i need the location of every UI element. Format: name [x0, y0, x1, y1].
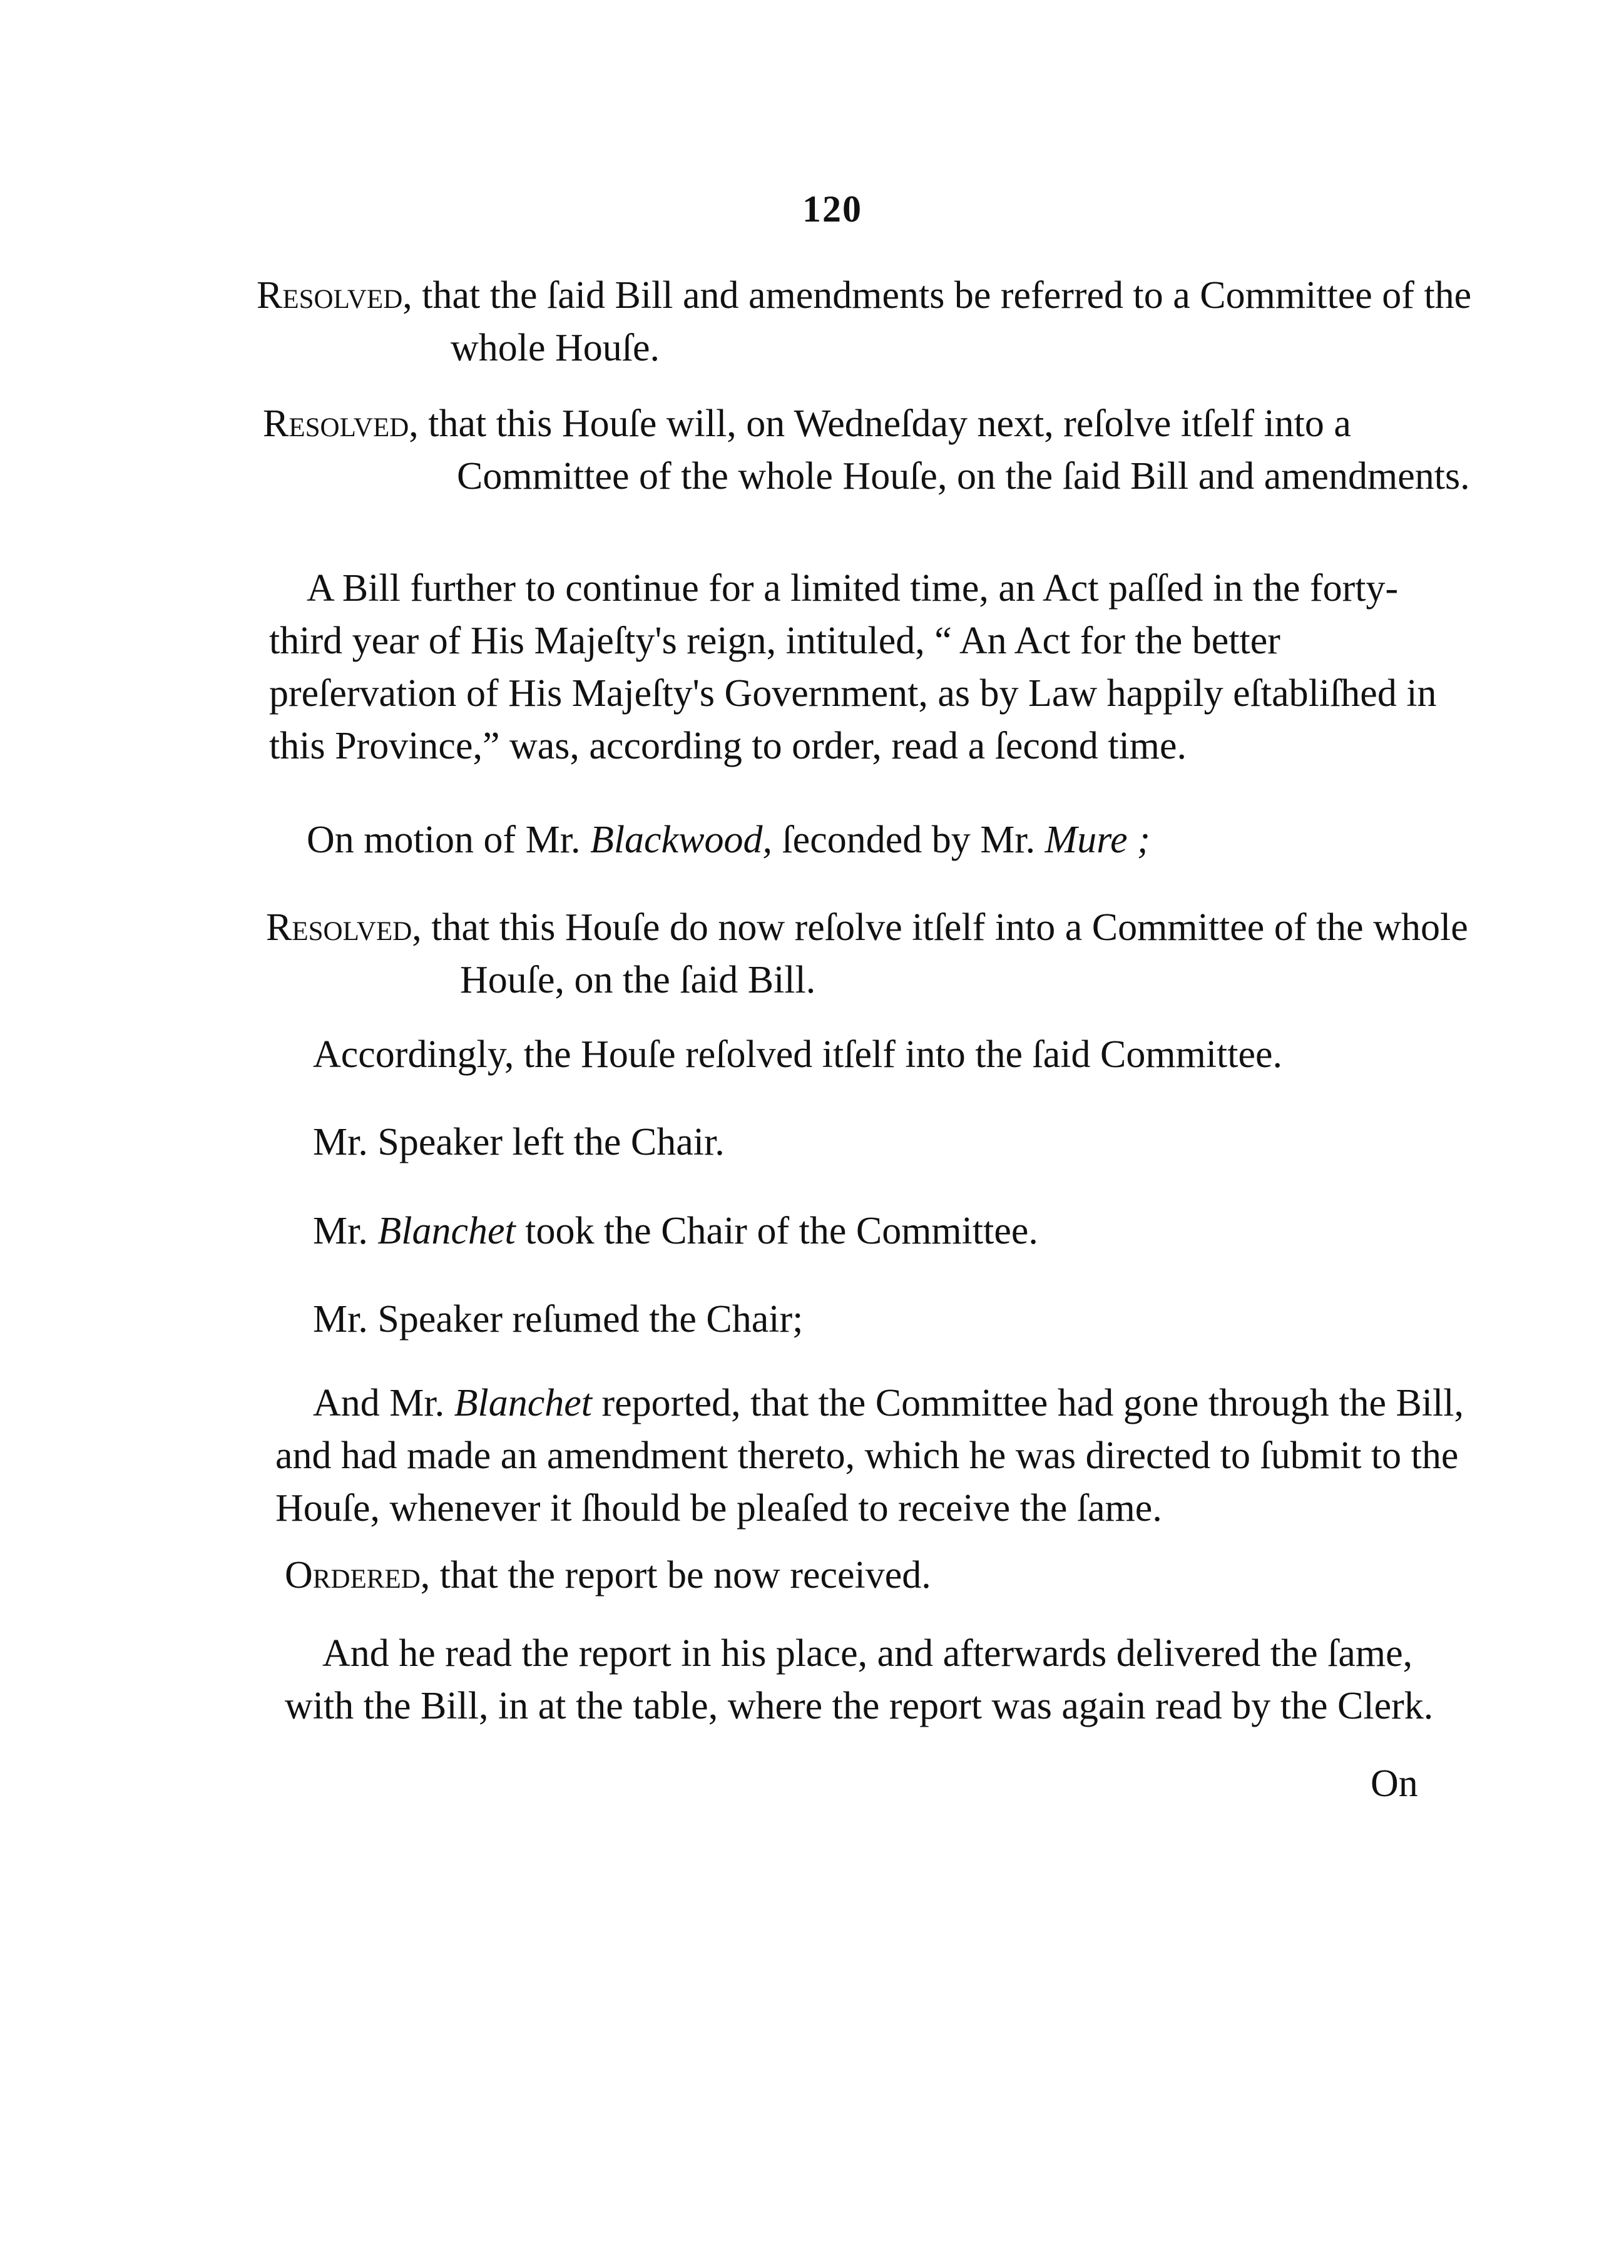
paragraph-text: And he read the report in his place, and afterwards delivered the ſame, with the Bill, in at the table, where the report was again read by the Clerk. [285, 1632, 1434, 1727]
paragraph-speaker-resumed [275, 1293, 1452, 1346]
paragraph-report-delivered [285, 1627, 1461, 1732]
ordered-label: Ordered [285, 1554, 421, 1596]
resolution-text: , that this Houſe do now reſolve itſelf into a Committee of the whole Houſe, on the ſaid Bill. [412, 906, 1468, 1001]
paragraph-text-end: reported, that the Committee had gone through the Bill, and had made an amendment thereto, which he was directed to ſubmit to the Houſe, whenever it ſhould be pleaſed to receive the ſame. [275, 1382, 1464, 1530]
paragraph-speaker-left [275, 1116, 1452, 1168]
paragraph-text: A Bill further to continue for a limited time, an Act paſſed in the forty-third year of His Majeſty's reign, intituled, “ An Act for the better preſervation of His Majeſty's Government, as by Law happily eſtabliſhed in this Province,” was, according to order, read a ſecond time. [269, 567, 1437, 767]
member-name-mure: Mure ; [1044, 819, 1150, 861]
order-text: , that the report be now received. [420, 1554, 931, 1596]
resolution-text: , that the ſaid Bill and amendments be referred to a Committee of the whole Houſe. [402, 274, 1472, 369]
resolution-refer-committee [257, 269, 1483, 374]
paragraph-bill-second-reading [269, 562, 1446, 772]
paragraph-text: Accordingly, the Houſe reſolved itſelf into the ſaid Committee. [313, 1033, 1283, 1076]
paragraph-chair-committee [275, 1205, 1452, 1257]
paragraph-text-start: Mr. [313, 1210, 378, 1252]
order-report-received [285, 1549, 1461, 1601]
resolution-resolve-committee [266, 901, 1474, 1006]
member-name-blanchet: Blanchet [377, 1210, 516, 1252]
paragraph-motion [269, 814, 1446, 866]
resolution-wednesday [263, 397, 1489, 503]
resolved-label: Resolved [266, 906, 412, 949]
member-name-blanchet: Blanchet [454, 1382, 593, 1424]
paragraph-text: Mr. Speaker reſumed the Chair; [313, 1298, 804, 1341]
paragraph-text-end: took the Chair of the Committee. [515, 1210, 1038, 1252]
resolved-label: Resolved [257, 274, 403, 317]
paragraph-accordingly [275, 1028, 1452, 1081]
catchword: On [1371, 1762, 1418, 1805]
member-name-blackwood: Blackwood, [590, 819, 772, 861]
paragraph-text: Mr. Speaker left the Chair. [313, 1121, 725, 1163]
paragraph-report [275, 1377, 1464, 1535]
motion-text-mid: ſeconded by Mr. [772, 819, 1045, 861]
resolution-text: , that this Houſe will, on Wedneſday next, reſolve itſelf into a Committee of the whole Houſe, on the ſaid Bill and amendments. [409, 402, 1470, 498]
paragraph-text-start: And Mr. [313, 1382, 454, 1424]
page-number: 120 [802, 188, 862, 230]
resolved-label: Resolved [263, 402, 409, 445]
motion-text-start: On motion of Mr. [307, 819, 590, 861]
